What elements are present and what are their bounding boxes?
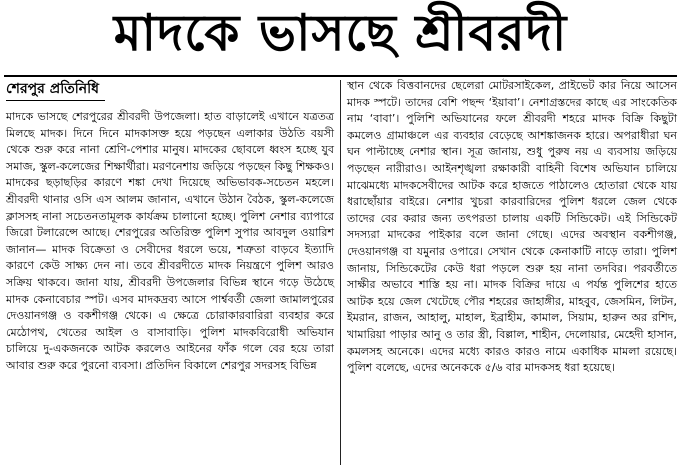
- right-column-text: স্থান থেকে বিত্তবানদের ছেলেরা মোটরসাইকেল, প্রাইভেট কার নিয়ে আসেন মাদক স্পটে। তাদের বেশি পছন্দ ‘ইয়াবা’। নেশাগ্রস্তদের কাছে এর সাংকেতিক নাম ‘বাবা’। পুলিশি অভিযানের ফলে শ্রীবরদী শহরে মাদক বিক্রি কিছুটা কমলেও গ্রামাঞ্চলে এর ব্যবহার বেড়েছে আশঙ্কাজনক হারে। অপরাধীরা ঘন ঘন পাল্টাচ্ছে নেশার স্থান। সূত্র জানায়, শুধু পুরুষ নয় এ ব্যবসায় জড়িয়ে পড়ছেন নারীরাও। আইনশৃঙ্খলা রক্ষাকারী বাহিনী বিশেষ অভিযান চালিয়ে মাঝেমধ্যে মাদকসেবীদের আটক করে হাজতে পাঠালেও হোতারা থেকে যায় ধরাছোঁয়ার বাইরে। নেশার খুচরা কারবারিদের পুলিশ ধরলে জেল থেকে তাদের বের করার জন্য তৎপরতা চালায় একটি সিন্ডিকেট। এই সিন্ডিকেট সদস্যরা মাদকের পাইকার বলে জানা গেছে। এদের অবস্থান বকশীগঞ্জ, দেওয়ানগঞ্জ বা যমুনার ওপারে। সেখান থেকে কেনাকাটি নাড়ে তারা। পুলিশ জানায়, সিন্ডিকেটের কেউ ধরা পড়লে শুরু হয় নানা তদবির। পরবর্তীতে সাক্ষীর অভাবে শাস্তি হয় না। মাদক বিক্রির দায়ে এ পর্যন্ত পুলিশের হাতে আটক হয়ে জেল খেটেছে পৌর শহরের জাহাঙ্গীর, মাহবুব, জেসমিন, লিটন, ইমরান, রাজন, আহালু, মাহাল, ইব্রাহীম, কামাল, সিয়াম, হারুন অর রশিদ, খামারিয়া পাড়ার আনু ও তার স্ত্রী, বিল্লাল, শাহীন, দেলোয়ার, মেহেদী হাসান, কমলসহ অনেকে। এদের মধ্যে কারও কারও নামে একাধিক মামলা রয়েছে। পুলিশ বলেছে, এদের অনেককে ৫/৬ বার মাদকসহ ধরা হয়েছে।: [347, 79, 677, 375]
- byline: শেরপুর প্রতিনিধি: [6, 78, 105, 101]
- headline: মাদকে ভাসছে শ্রীবরদী: [113, 3, 568, 62]
- headline-rule: [4, 75, 677, 77]
- column-divider: [340, 80, 341, 465]
- left-column: [6, 78, 334, 465]
- right-column: [347, 78, 677, 465]
- left-column-text: মাদকে ভাসছে শেরপুরের শ্রীবরদী উপজেলা। হাত বাড়ালেই এখানে যত্রতত্র মিলছে মাদক। দিনে দিনে মাদকাসক্ত হয়ে পড়ছেন এলাকার উঠতি বয়সী থেকে শুরু করে নানা শ্রেণি-পেশার মানুষ। মাদকের ছোবলে ধ্বংস হচ্ছে যুব সমাজ, স্কুল-কলেজের শিক্ষার্থীরা। মরণনেশায় জড়িয়ে পড়ছেন কিছু শিক্ষকও। মাদকের ছড়াছড়ির কারণে শঙ্কা দেখা দিয়েছে অভিভাবক-সচেতন মহলে। শ্রীবরদী থানার ওসি এস আলম জানান, এখানে উঠান বৈঠক, স্কুল-কলেজে ক্লাসসহ নানা সচেতনতামূলক কার্যক্রম চালানো হচ্ছে। পুলিশ নেশার ব্যাপারে জিরো টলারেন্সে আছে। শেরপুরের অতিরিক্ত পুলিশ সুপার আবদুল ওয়ারিশ জানান— মাদক বিক্রেতা ও সেবীদের ধরলে ভয়ে, শত্রুতা বাড়বে ইত্যাদি কারণে কেউ সাক্ষ্য দেন না। তবে শ্রীবরদীতে মাদক নিয়ন্ত্রণে পুলিশ আরও সক্রিয় থাকবে। জানা যায়, শ্রীবরদী উপজেলার বিভিন্ন স্থানে গড়ে উঠেছে মাদক কেনাবেচার স্পট। এসব মাদকদ্রব্য আসে পার্শ্ববর্তী জেলা জামালপুরের দেওয়ানগঞ্জ ও বকশীগঞ্জ থেকে। এ ক্ষেত্রে চোরাকারবারিরা ব্যবহার করে মেঠোপথ, খেতের আইল ও বাসাবাড়ি। পুলিশ মাদকবিরোধী অভিযান চালিয়ে দু-একজনকে আটক করলেও আইনের ফাঁক গলে বের হয়ে তারা আবার শুরু করে পুরনো ব্যবসা। প্রতিদিন বিকালে শেরপুর সদরসহ বিভিন্ন: [6, 110, 334, 372]
